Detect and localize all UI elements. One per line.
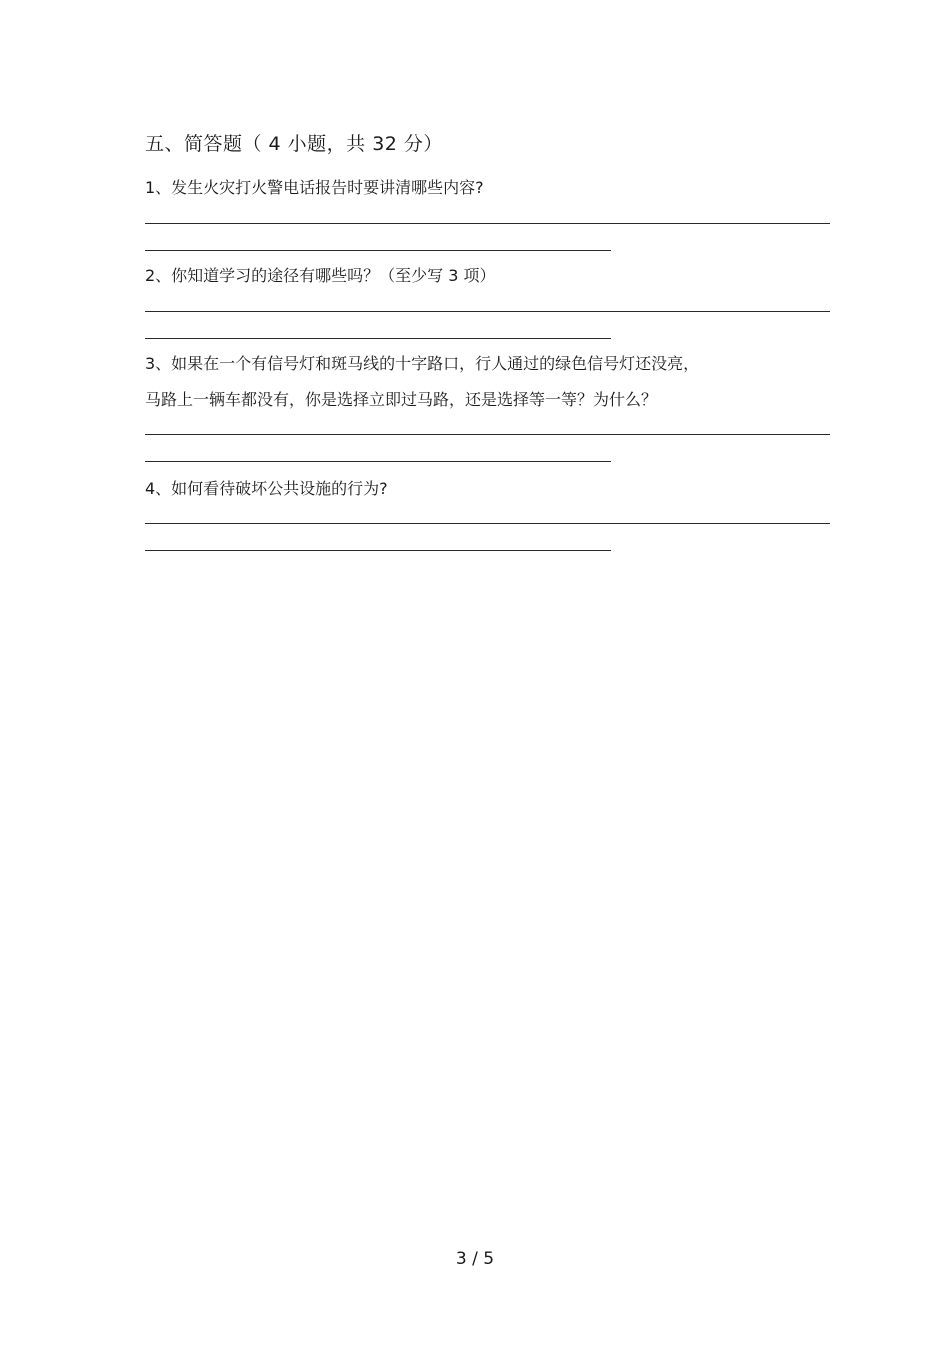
question-3-answer-line-1 bbox=[145, 434, 830, 435]
question-4-text: 4、如何看待破坏公共设施的行为? bbox=[145, 479, 388, 498]
question-2-text: 2、你知道学习的途径有哪些吗？（至少写 3 项） bbox=[145, 266, 496, 285]
question-3-text-line-2: 马路上一辆车都没有，你是选择立即过马路，还是选择等一等？为什么？ bbox=[145, 390, 658, 409]
question-2-answer-line-2 bbox=[145, 338, 611, 339]
page-number: 3 / 5 bbox=[455, 1249, 495, 1269]
section-title: 五、简答题（ 4 小题，共 32 分） bbox=[145, 133, 443, 155]
question-2-answer-line-1 bbox=[145, 311, 830, 312]
question-4-answer-line-1 bbox=[145, 523, 830, 524]
question-3-text-line-1: 3、如果在一个有信号灯和斑马线的十字路口，行人通过的绿色信号灯还没亮， bbox=[145, 354, 700, 373]
question-3-answer-line-2 bbox=[145, 461, 611, 462]
question-1-answer-line-2 bbox=[145, 250, 611, 251]
question-4-answer-line-2 bbox=[145, 550, 611, 551]
question-1-text: 1、发生火灾打火警电话报告时要讲清哪些内容? bbox=[145, 178, 484, 197]
question-1-answer-line-1 bbox=[145, 223, 830, 224]
